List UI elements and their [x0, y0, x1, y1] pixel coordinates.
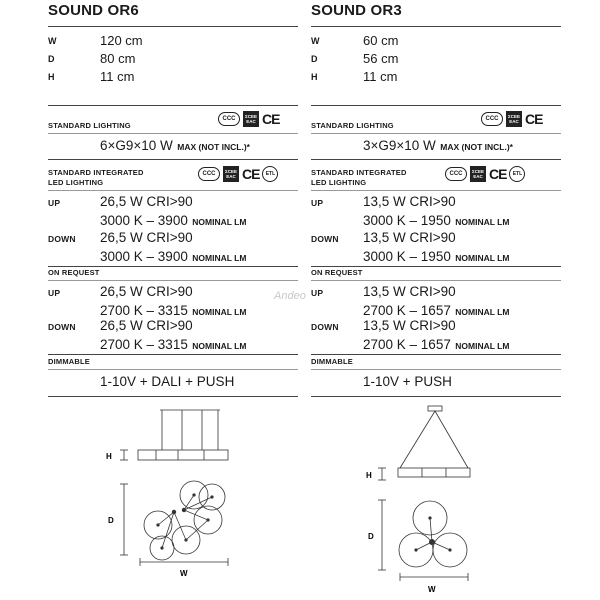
divider: [311, 354, 561, 355]
lamp-spec: 6×G9×10 W MAX (NOT INCL.)*: [100, 138, 250, 153]
dim-label-h: H: [48, 72, 55, 82]
label-d: D: [368, 532, 374, 541]
label-h: H: [366, 471, 372, 480]
dim-label-d: D: [48, 54, 55, 64]
dim-label-w: W: [311, 36, 320, 46]
label-d: D: [108, 516, 114, 525]
down-label: DOWN: [48, 322, 76, 332]
divider: [311, 159, 561, 160]
dim-label-w: W: [48, 36, 57, 46]
ccc-mark-icon: CCC: [481, 112, 503, 126]
divider: [311, 190, 561, 191]
ce-mark-icon: CE: [489, 166, 507, 182]
lamp-spec: 3×G9×10 W MAX (NOT INCL.)*: [363, 138, 513, 153]
cert-logos: [198, 166, 278, 182]
up-lumen: 2700 K – 1657 NOMINAL LM: [363, 303, 510, 318]
section-on-request: ON REQUEST: [48, 268, 100, 277]
section-on-request: ON REQUEST: [311, 268, 363, 277]
dim-value-d: 80 cm: [100, 51, 136, 66]
divider: [311, 369, 561, 370]
down-power: 26,5 W CRI>90: [100, 230, 193, 245]
ecee-mark-icon: ΣCEE EAC: [243, 111, 259, 127]
divider: [311, 26, 561, 27]
down-lumen: 3000 K – 1950 NOMINAL LM: [363, 249, 510, 264]
cert-logos: [481, 111, 542, 127]
cert-logos: [445, 166, 525, 182]
dim-value-d: 56 cm: [363, 51, 399, 66]
down-label: DOWN: [311, 322, 339, 332]
up-label: UP: [311, 288, 324, 298]
section-dimmable: DIMMABLE: [311, 357, 354, 366]
divider: [48, 26, 298, 27]
dim-label-h: H: [311, 72, 318, 82]
arm-structure: [430, 518, 432, 542]
fixture-elevation: [138, 450, 228, 460]
up-power: 26,5 W CRI>90: [100, 194, 193, 209]
divider: [311, 133, 561, 134]
up-label: UP: [311, 198, 324, 208]
canopy: [428, 406, 442, 411]
up-power: 26,5 W CRI>90: [100, 284, 193, 299]
divider: [311, 105, 561, 106]
cert-logos: [218, 111, 279, 127]
dim-value-w: 120 cm: [100, 33, 143, 48]
ecee-mark-icon: ΣCEE EAC: [470, 166, 486, 182]
divider: [48, 190, 298, 191]
down-lumen: 2700 K – 3315 NOMINAL LM: [100, 337, 247, 352]
divider: [311, 396, 561, 397]
product-title: SOUND OR3: [311, 2, 402, 19]
divider: [48, 396, 298, 397]
ccc-mark-icon: CCC: [445, 167, 467, 181]
etl-mark-icon: ETL: [262, 166, 278, 182]
down-lumen: 3000 K – 3900 NOMINAL LM: [100, 249, 247, 264]
ccc-mark-icon: CCC: [198, 167, 220, 181]
or3-technical-drawing: [360, 400, 520, 598]
ecee-mark-icon: ΣCEE EAC: [223, 166, 239, 182]
label-w: W: [428, 585, 436, 594]
down-power: 13,5 W CRI>90: [363, 230, 456, 245]
up-lumen: 2700 K – 3315 NOMINAL LM: [100, 303, 247, 318]
label-h: H: [106, 452, 112, 461]
divider: [48, 266, 298, 267]
ecee-mark-icon: ΣCEE EAC: [506, 111, 522, 127]
or6-technical-drawing: [100, 400, 300, 595]
dim-label-d: D: [311, 54, 318, 64]
arm-structure: [158, 495, 208, 540]
ce-mark-icon: CE: [525, 111, 543, 127]
ccc-mark-icon: CCC: [218, 112, 240, 126]
ce-mark-icon: CE: [262, 111, 280, 127]
watermark: Andeo: [274, 290, 306, 302]
up-lumen: 3000 K – 3900 NOMINAL LM: [100, 213, 247, 228]
down-power: 26,5 W CRI>90: [100, 318, 193, 333]
divider: [48, 369, 298, 370]
etl-mark-icon: ETL: [509, 166, 525, 182]
fixture-elevation: [398, 468, 470, 477]
section-dimmable: DIMMABLE: [48, 357, 91, 366]
up-power: 13,5 W CRI>90: [363, 194, 456, 209]
down-label: DOWN: [48, 234, 76, 244]
dimmable-value: 1-10V + PUSH: [363, 374, 452, 389]
section-integrated-led: STANDARD INTEGRATED LED LIGHTING: [311, 168, 407, 187]
down-power: 13,5 W CRI>90: [363, 318, 456, 333]
divider: [48, 133, 298, 134]
dimmable-value: 1-10V + DALI + PUSH: [100, 374, 235, 389]
down-lumen: 2700 K – 1657 NOMINAL LM: [363, 337, 510, 352]
up-power: 13,5 W CRI>90: [363, 284, 456, 299]
ce-mark-icon: CE: [242, 166, 260, 182]
up-label: UP: [48, 198, 61, 208]
section-standard-lighting: STANDARD LIGHTING: [48, 121, 131, 130]
up-label: UP: [48, 288, 61, 298]
divider: [48, 159, 298, 160]
divider: [48, 280, 298, 281]
section-standard-lighting: STANDARD LIGHTING: [311, 121, 394, 130]
divider: [311, 266, 561, 267]
suspension-cable: [435, 411, 468, 468]
down-label: DOWN: [311, 234, 339, 244]
product-title: SOUND OR6: [48, 2, 139, 19]
dim-value-h: 11 cm: [363, 69, 398, 84]
label-w: W: [180, 569, 188, 578]
section-integrated-led: STANDARD INTEGRATED LED LIGHTING: [48, 168, 144, 187]
dim-value-h: 11 cm: [100, 69, 135, 84]
divider: [311, 280, 561, 281]
suspension-cable: [400, 411, 435, 468]
divider: [48, 354, 298, 355]
divider: [48, 105, 298, 106]
up-lumen: 3000 K – 1950 NOMINAL LM: [363, 213, 510, 228]
dim-value-w: 60 cm: [363, 33, 399, 48]
